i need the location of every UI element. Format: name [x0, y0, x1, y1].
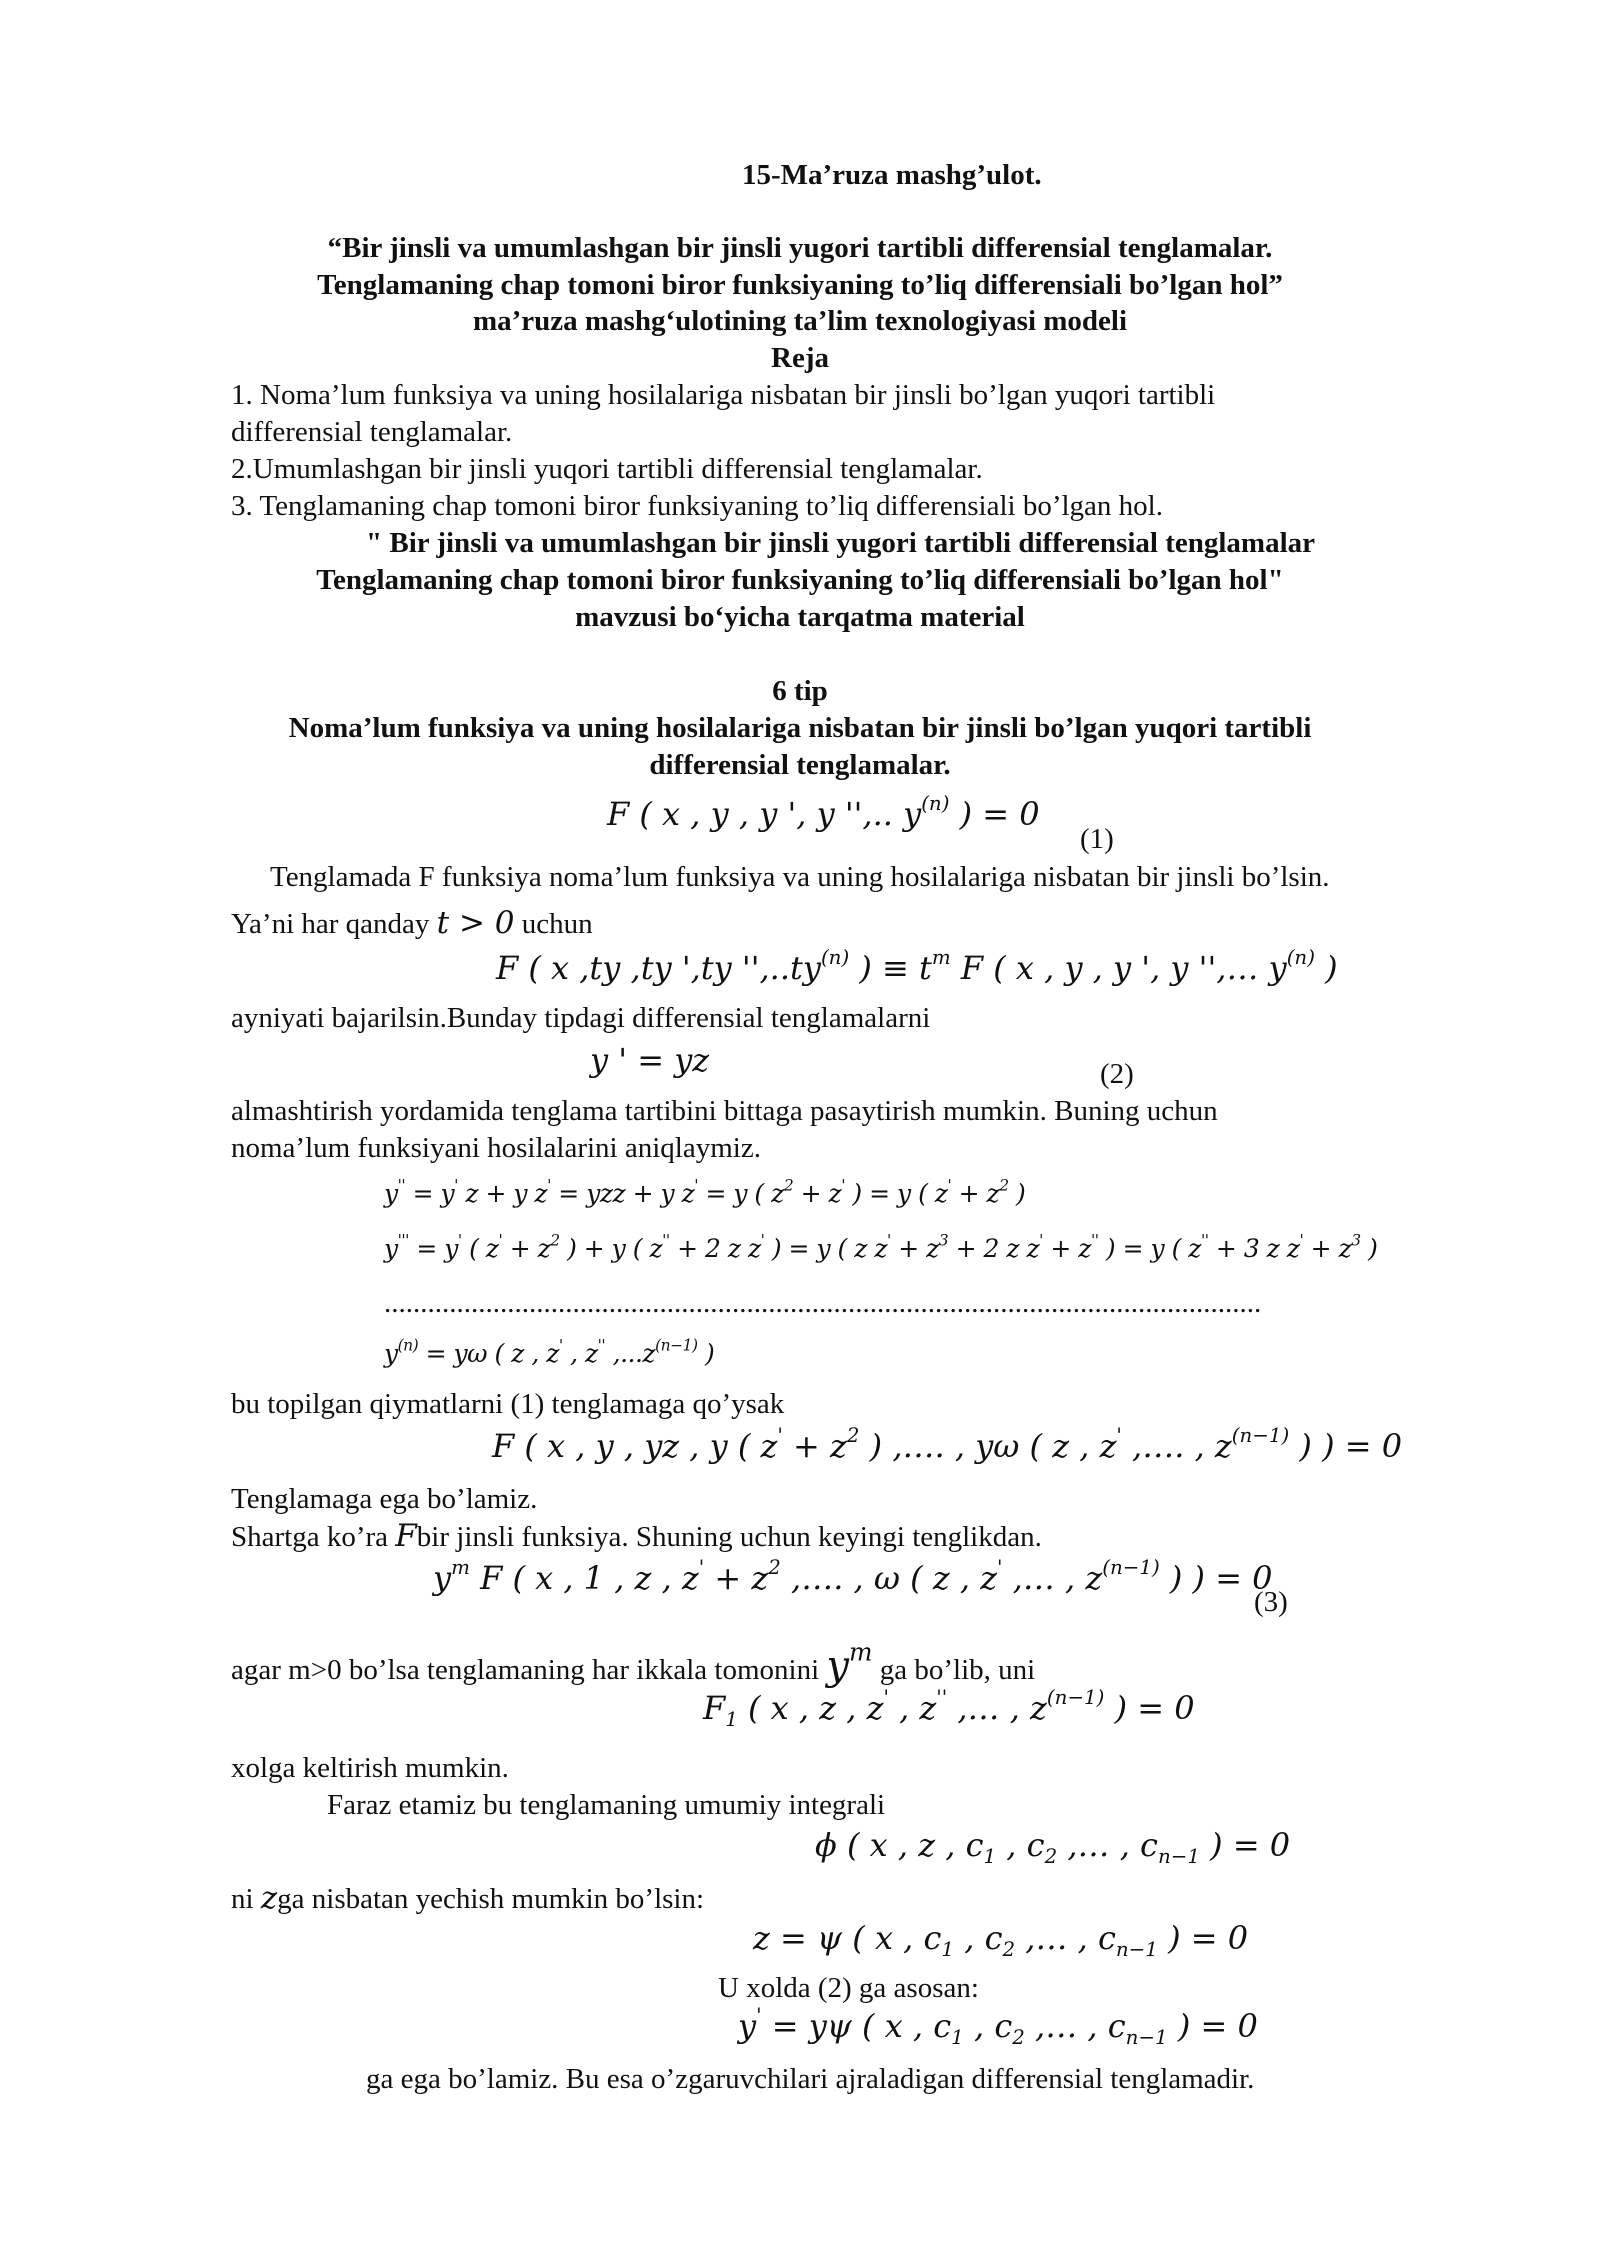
separable-equation: y' = yψ ( x , $c_1$ , $c_2$ ,… , $c_{n-1}$ ) = 0: [738, 2004, 1258, 2049]
equation-3: $y^m$ F ( x , 1 , z , $z' + z^2$ ,…. , ω ( z , z' ,… , $z^{(n-1)}$ ) ) = 0: [433, 1556, 1273, 1597]
equation-1: F ( x , y , y ', y '',.. $y^{(n)}$ ) = 0: [607, 792, 1040, 833]
subtitle-line-1: “Bir jinsli va umumlashgan bir jinsli yugori tartibli differensial tenglamalar.: [327, 232, 1273, 264]
equation-1-label: (1): [1080, 823, 1114, 855]
paragraph-derivatives: noma’lum funksiyani hosilalarini aniqlaymiz.: [231, 1132, 761, 1164]
second-derivative-formula: y'' = y' z + y z' = yzz + y z' = y ( $z^2 + z'$ ) = y ( $z' + z^2$ ): [384, 1176, 1026, 1208]
reduced-equation: $F_1$ ( x , z , z' , z'' ,… , $z^{(n-1)}$ ) = 0: [703, 1686, 1195, 1731]
subtitle-line-3: ma’ruza mashg‘ulotining ta’lim texnologiyasi modeli: [472, 305, 1128, 337]
plan-item-2: 2.Umumlashgan bir jinsli yuqori tartibli differensial tenglamalar.: [231, 453, 983, 485]
homogeneity-identity: F ( x ,ty ,ty ',ty ''$,..ty^{(n)}$ ) ≡ $t^m$ F ( x , y , y ', y '',… $y^{(n)}$ ): [496, 946, 1338, 987]
substituted-equation: F ( x , y , yz , y ( $z' + z^2$ ) ,…. , yω ( z , z' ,…. , $z^{(n-1)}$ ) ) = 0: [492, 1424, 1403, 1465]
paragraph-condition: Ya’ni har qanday t > 0 uchun: [231, 905, 593, 941]
general-integral-equation: ϕ ( x , z , $c_1$ , $c_2$ ,… , $c_{n-1}$ ) = 0: [815, 1826, 1291, 1868]
handout-line-1: " Bir jinsli va umumlashgan bir jinsli yugori tartibli differensial tenglamalar: [366, 527, 1315, 559]
equation-2-label: (2): [1100, 1058, 1134, 1090]
plan-item-1: 1. Noma’lum funksiya va uning hosilalariga nisbatan bir jinsli bo’lgan yuqori tartibli: [231, 379, 1216, 411]
plan-item-1-cont: differensial tenglamalar.: [231, 416, 513, 448]
paragraph-substitution: almashtirish yordamida tenglama tartibini bittaga pasaytirish mumkin. Buning uchun: [231, 1095, 1218, 1127]
paragraph-identity-holds: ayniyati bajarilsin.Bunday tipdagi differensial tenglamalarni: [231, 1002, 931, 1034]
paragraph-can-be-reduced: xolga keltirish mumkin.: [231, 1752, 509, 1784]
paragraph-we-get: Tenglamaga ega bo’lamiz.: [231, 1483, 538, 1515]
handout-line-2: Tenglamaning chap tomoni biror funksiyaning to’liq differensiali bo’lgan hol": [316, 564, 1284, 596]
handout-line-3: mavzusi bo‘yicha tarqatma material: [575, 601, 1025, 633]
dotted-separator: .........................................................................................................................: [384, 1287, 1262, 1319]
paragraph-homogeneous: Tenglamada F funksiya noma’lum funksiya va uning hosilalariga nisbatan bir jinsli bo’lsin.: [270, 861, 1330, 893]
equation-2: y ' = yz: [590, 1041, 710, 1079]
subtitle-line-2: Tenglamaning chap tomoni biror funksiyaning to’liq differensiali bo’lgan hol”: [317, 269, 1283, 301]
type-heading: 6 tip: [772, 675, 828, 707]
lecture-title: 15-Ma’ruza mashg’ulot.: [742, 159, 1042, 191]
paragraph-homogeneous-function: Shartga ko’ra Fbir jinsli funksiya. Shuning uchun keyingi tenglikdan.: [231, 1518, 1042, 1554]
paragraph-solve-for-z: ni zga nisbatan yechish mumkin bo’lsin:: [231, 1880, 705, 1916]
paragraph-conclusion: ga ega bo’lamiz. Bu esa o’zgaruvchilari ajraladigan differensial tenglamadir.: [366, 2063, 1255, 2095]
third-derivative-formula: y''' = y' ( $z' + z^2$ ) + y ( z'' + 2 z z' ) = y ( z $z' + z^3 + 2$ z z' + z'' ) = y ( z'' + 3 z $z' + z^3$ ): [384, 1231, 1378, 1263]
type-title-line-2: differensial tenglamalar.: [649, 749, 951, 781]
plan-item-3: 3. Tenglamaning chap tomoni biror funksiyaning to’liq differensiali bo’lgan hol.: [231, 490, 1163, 522]
nth-derivative-formula: $y^{(n)} = y\omega$ ( z , z' , z'' $,...z^{(n-1)}$ ): [384, 1336, 715, 1368]
paragraph-substitute-values: bu topilgan qiymatlarni (1) tenglamaga qo’ysak: [231, 1388, 785, 1420]
paragraph-divide: agar m>0 bo’lsa tenglamaning har ikkala tomonini $y^m$ ga bo’lib, uni: [231, 1637, 1036, 1689]
equation-3-label: (3): [1254, 1586, 1288, 1618]
z-solution-equation: z = ψ ( x , $c_1$ , $c_2$ ,… , $c_{n-1}$ ) = 0: [753, 1919, 1249, 1961]
plan-heading: Reja: [771, 342, 829, 374]
paragraph-then: U xolda (2) ga asosan:: [718, 1972, 979, 2004]
paragraph-general-integral: Faraz etamiz bu tenglamaning umumiy integrali: [327, 1789, 886, 1821]
type-title-line-1: Noma’lum funksiya va uning hosilalariga nisbatan bir jinsli bo’lgan yuqori tartibli: [288, 712, 1312, 744]
